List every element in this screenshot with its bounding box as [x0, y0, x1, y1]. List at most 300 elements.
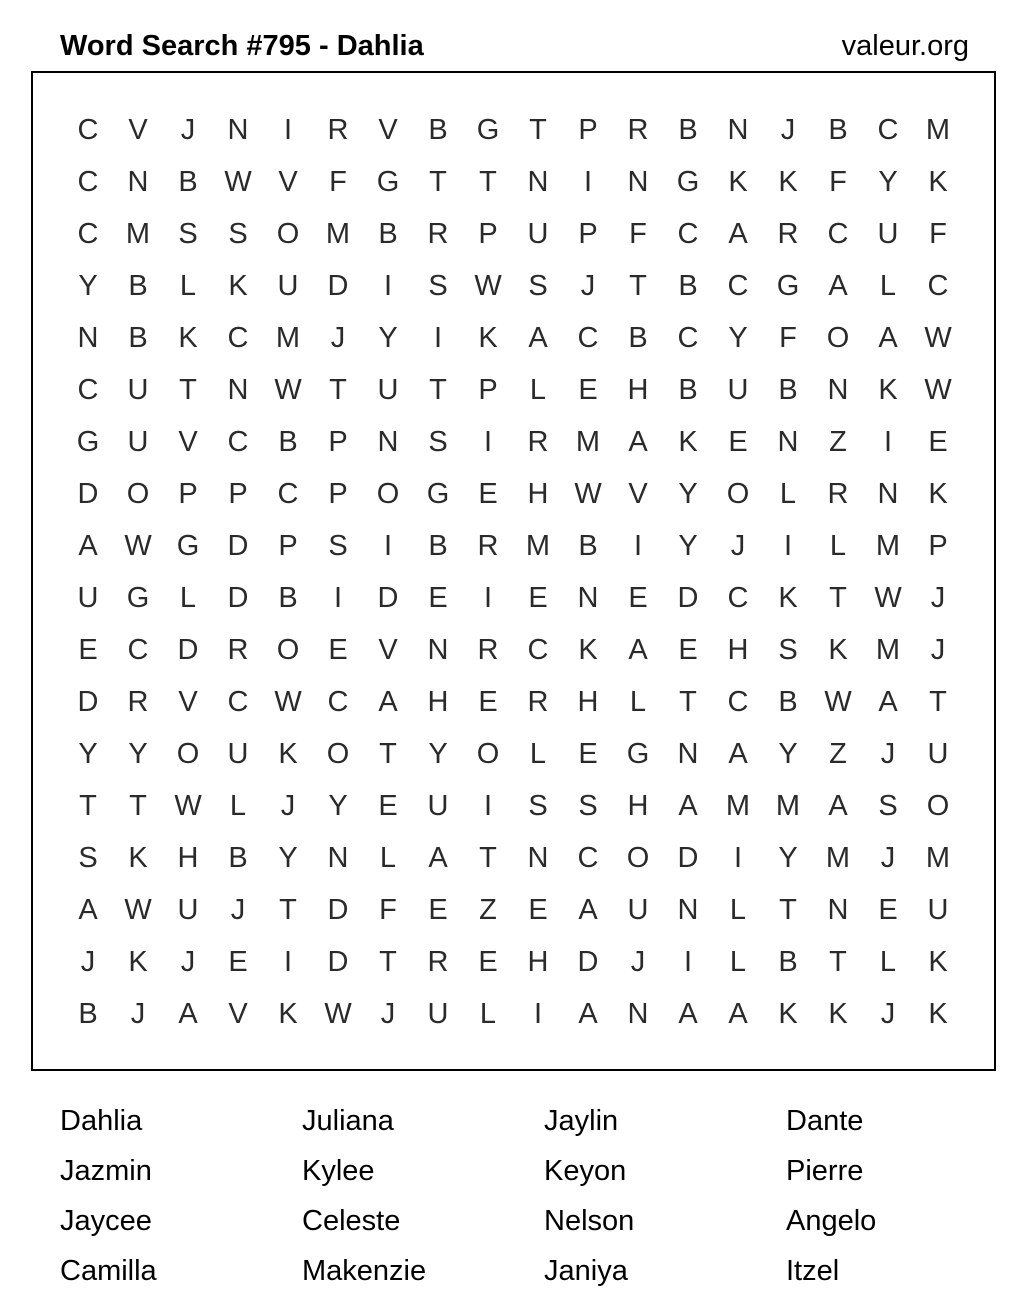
word-list-item: Angelo — [786, 1205, 877, 1237]
grid-cell: C — [877, 113, 899, 146]
grid-cell: B — [78, 997, 98, 1030]
grid-cell: T — [429, 165, 447, 198]
grid-cell: Y — [728, 321, 748, 354]
grid-cell: C — [577, 841, 599, 874]
grid-cell: A — [78, 529, 98, 562]
grid-cell: D — [77, 477, 99, 510]
grid-cell: J — [230, 893, 246, 926]
grid-cell: J — [880, 737, 896, 770]
grid-cell: D — [677, 841, 699, 874]
grid-cell: W — [274, 373, 302, 406]
grid-cell: B — [378, 217, 398, 250]
grid-cell: A — [578, 997, 598, 1030]
grid-cell: C — [827, 217, 849, 250]
grid-cell: W — [824, 685, 852, 718]
grid-cell: N — [677, 737, 699, 770]
grid-cell: S — [328, 529, 348, 562]
grid-cell: K — [778, 581, 798, 614]
grid-cell: D — [227, 529, 249, 562]
grid-cell: I — [533, 997, 543, 1030]
grid-cell: E — [728, 425, 748, 458]
grid-cell: R — [477, 529, 499, 562]
grid-cell: N — [627, 997, 649, 1030]
grid-cell: K — [278, 737, 298, 770]
grid-cell: J — [180, 113, 196, 146]
grid-cell: U — [127, 425, 149, 458]
grid-cell: M — [725, 789, 751, 822]
word-list-item: Jazmin — [60, 1155, 152, 1187]
grid-cell: I — [283, 945, 293, 978]
grid-cell: E — [528, 581, 548, 614]
grid-cell: Z — [829, 737, 847, 770]
grid-cell: T — [179, 373, 197, 406]
grid-cell: T — [379, 737, 397, 770]
grid-cell: J — [580, 269, 596, 302]
grid-cell: T — [779, 893, 797, 926]
grid-cell: K — [928, 165, 948, 198]
grid-cell: U — [727, 373, 749, 406]
word-list-item: Kylee — [302, 1155, 375, 1187]
grid-cell: K — [878, 373, 898, 406]
grid-cell: J — [880, 841, 896, 874]
grid-cell: H — [177, 841, 199, 874]
grid-cell: G — [676, 165, 700, 198]
grid-cell: E — [578, 373, 598, 406]
grid-cell: D — [327, 945, 349, 978]
grid-cell: A — [78, 893, 98, 926]
grid-cell: R — [127, 685, 149, 718]
grid-cell: M — [575, 425, 601, 458]
grid-cell: U — [177, 893, 199, 926]
grid-cell: D — [327, 893, 349, 926]
grid-cell: K — [828, 633, 848, 666]
word-list-item: Nelson — [544, 1205, 635, 1237]
grid-cell: O — [926, 789, 950, 822]
grid-cell: C — [327, 685, 349, 718]
grid-cell: H — [577, 685, 599, 718]
grid-cell: I — [783, 529, 793, 562]
grid-cell: T — [929, 685, 947, 718]
grid-cell: O — [276, 217, 300, 250]
grid-cell: E — [428, 893, 448, 926]
grid-cell: F — [329, 165, 347, 198]
grid-cell: E — [628, 581, 648, 614]
grid-cell: M — [125, 217, 151, 250]
grid-cell: K — [128, 945, 148, 978]
grid-cell: B — [178, 165, 198, 198]
grid-cell: Y — [778, 737, 798, 770]
grid-cell: I — [483, 425, 493, 458]
grid-cell: P — [478, 373, 498, 406]
grid-cell: T — [129, 789, 147, 822]
grid-cell: R — [327, 113, 349, 146]
grid-cell: P — [478, 217, 498, 250]
grid-cell: S — [578, 789, 598, 822]
grid-cell: B — [428, 529, 448, 562]
grid-cell: I — [733, 841, 743, 874]
grid-cell: S — [528, 789, 548, 822]
word-list — [60, 1096, 1028, 1296]
grid-cell: M — [325, 217, 351, 250]
word-list-item: Juliana — [302, 1105, 394, 1137]
grid-cell: N — [577, 581, 599, 614]
grid-cell: M — [875, 529, 901, 562]
grid-cell: R — [827, 477, 849, 510]
grid-cell: W — [174, 789, 202, 822]
grid-cell: K — [678, 425, 698, 458]
grid-cell: N — [127, 165, 149, 198]
grid-cell: B — [678, 113, 698, 146]
grid-cell: U — [227, 737, 249, 770]
grid-cell: S — [778, 633, 798, 666]
grid-cell: A — [628, 633, 648, 666]
grid-cell: O — [276, 633, 300, 666]
grid-cell: B — [278, 581, 298, 614]
grid-cell: C — [727, 581, 749, 614]
grid-cell: T — [629, 269, 647, 302]
grid-cell: L — [879, 945, 897, 978]
grid-cell: W — [874, 581, 902, 614]
grid-cell: E — [228, 945, 248, 978]
grid-cell: Y — [78, 737, 98, 770]
grid-cell: L — [529, 737, 547, 770]
grid-cell: A — [528, 321, 548, 354]
grid-cell: G — [476, 113, 500, 146]
grid-cell: L — [879, 269, 897, 302]
grid-cell: I — [483, 789, 493, 822]
grid-cell: P — [328, 425, 348, 458]
grid-cell: J — [130, 997, 146, 1030]
grid-cell: G — [626, 737, 650, 770]
grid-cell: E — [678, 633, 698, 666]
grid-cell: V — [178, 425, 198, 458]
grid-cell: R — [777, 217, 799, 250]
grid-cell: J — [730, 529, 746, 562]
grid-cell: C — [227, 425, 249, 458]
grid-cell: K — [928, 997, 948, 1030]
grid-cell: E — [478, 477, 498, 510]
grid-cell: B — [128, 269, 148, 302]
grid-cell: T — [479, 165, 497, 198]
grid-cell: C — [77, 165, 99, 198]
word-list-item: Janiya — [544, 1255, 628, 1287]
grid-cell: Y — [378, 321, 398, 354]
grid-cell: A — [428, 841, 448, 874]
grid-cell: N — [427, 633, 449, 666]
grid-cell: U — [277, 269, 299, 302]
grid-cell: H — [527, 945, 549, 978]
grid-cell: U — [927, 893, 949, 926]
grid-cell: K — [778, 997, 798, 1030]
grid-cell: G — [126, 581, 150, 614]
grid-cell: C — [677, 217, 699, 250]
grid-cell: A — [678, 997, 698, 1030]
grid-cell: G — [176, 529, 200, 562]
grid-cell: O — [126, 477, 150, 510]
grid-cell: G — [76, 425, 100, 458]
grid-cell: I — [683, 945, 693, 978]
grid-cell: P — [278, 529, 298, 562]
grid-cell: W — [924, 321, 952, 354]
grid-cell: E — [428, 581, 448, 614]
grid-cell: L — [229, 789, 247, 822]
grid-cell: J — [930, 581, 946, 614]
grid-cell: E — [478, 945, 498, 978]
grid-cell: D — [577, 945, 599, 978]
grid-cell: T — [529, 113, 547, 146]
grid-cell: J — [930, 633, 946, 666]
grid-cell: J — [330, 321, 346, 354]
grid-cell: B — [278, 425, 298, 458]
grid-cell: R — [627, 113, 649, 146]
grid-cell: B — [678, 269, 698, 302]
grid-cell: L — [629, 685, 647, 718]
grid-cell: N — [77, 321, 99, 354]
grid-cell: O — [376, 477, 400, 510]
letter-grid — [63, 104, 963, 1040]
grid-cell: C — [727, 269, 749, 302]
word-list-item: Makenzie — [302, 1255, 427, 1287]
grid-cell: Z — [829, 425, 847, 458]
grid-cell: A — [678, 789, 698, 822]
grid-cell: P — [228, 477, 248, 510]
grid-cell: O — [326, 737, 350, 770]
grid-cell: N — [627, 165, 649, 198]
grid-cell: V — [378, 113, 398, 146]
grid-cell: W — [274, 685, 302, 718]
grid-cell: L — [729, 893, 747, 926]
grid-cell: K — [228, 269, 248, 302]
grid-cell: M — [925, 113, 951, 146]
grid-cell: S — [528, 269, 548, 302]
grid-cell: Y — [778, 841, 798, 874]
grid-cell: R — [527, 685, 549, 718]
grid-cell: M — [525, 529, 551, 562]
grid-cell: D — [377, 581, 399, 614]
grid-cell: N — [227, 113, 249, 146]
grid-cell: E — [378, 789, 398, 822]
grid-cell: N — [527, 841, 549, 874]
grid-cell: U — [77, 581, 99, 614]
grid-cell: N — [827, 373, 849, 406]
grid-cell: F — [829, 165, 847, 198]
grid-cell: A — [728, 217, 748, 250]
grid-cell: Y — [678, 529, 698, 562]
site-name: valeur.org — [841, 30, 969, 62]
grid-cell: V — [228, 997, 248, 1030]
word-list-item: Itzel — [786, 1255, 840, 1287]
grid-cell: B — [778, 945, 798, 978]
grid-cell: T — [679, 685, 697, 718]
grid-cell: W — [474, 269, 502, 302]
grid-cell: N — [827, 893, 849, 926]
grid-cell: L — [379, 841, 397, 874]
grid-cell: K — [178, 321, 198, 354]
grid-cell: R — [527, 425, 549, 458]
grid-cell: D — [177, 633, 199, 666]
grid-cell: E — [928, 425, 948, 458]
grid-cell: J — [280, 789, 296, 822]
grid-cell: R — [227, 633, 249, 666]
grid-cell: U — [377, 373, 399, 406]
grid-cell: A — [828, 269, 848, 302]
grid-cell: T — [79, 789, 97, 822]
grid-cell: B — [778, 685, 798, 718]
grid-cell: I — [333, 581, 343, 614]
grid-cell: M — [825, 841, 851, 874]
grid-cell: W — [224, 165, 252, 198]
word-list-item: Dante — [786, 1105, 864, 1137]
grid-cell: S — [428, 269, 448, 302]
grid-cell: R — [427, 217, 449, 250]
grid-cell: L — [829, 529, 847, 562]
grid-cell: I — [383, 529, 393, 562]
grid-cell: U — [127, 373, 149, 406]
grid-cell: C — [77, 373, 99, 406]
grid-cell: N — [677, 893, 699, 926]
grid-cell: O — [626, 841, 650, 874]
grid-cell: Y — [678, 477, 698, 510]
grid-cell: C — [127, 633, 149, 666]
grid-cell: O — [826, 321, 850, 354]
grid-cell: D — [677, 581, 699, 614]
grid-cell: U — [927, 737, 949, 770]
grid-cell: W — [124, 893, 152, 926]
grid-cell: F — [929, 217, 947, 250]
grid-cell: E — [478, 685, 498, 718]
grid-cell: S — [78, 841, 98, 874]
grid-cell: P — [578, 217, 598, 250]
grid-cell: F — [779, 321, 797, 354]
grid-cell: C — [727, 685, 749, 718]
grid-cell: C — [577, 321, 599, 354]
grid-cell: O — [476, 737, 500, 770]
grid-cell: P — [178, 477, 198, 510]
grid-cell: I — [633, 529, 643, 562]
grid-cell: B — [628, 321, 648, 354]
word-list-item: Jaycee — [60, 1205, 152, 1237]
grid-cell: J — [180, 945, 196, 978]
grid-cell: T — [829, 945, 847, 978]
grid-cell: D — [77, 685, 99, 718]
grid-cell: W — [324, 997, 352, 1030]
grid-cell: E — [78, 633, 98, 666]
grid-cell: T — [329, 373, 347, 406]
grid-cell: M — [925, 841, 951, 874]
grid-cell: N — [527, 165, 549, 198]
grid-cell: A — [728, 737, 748, 770]
grid-cell: Y — [878, 165, 898, 198]
grid-cell: K — [928, 477, 948, 510]
grid-cell: H — [527, 477, 549, 510]
grid-cell: K — [828, 997, 848, 1030]
grid-cell: Y — [328, 789, 348, 822]
grid-cell: I — [383, 269, 393, 302]
grid-cell: B — [778, 373, 798, 406]
grid-cell: H — [627, 789, 649, 822]
grid-cell: D — [327, 269, 349, 302]
grid-cell: B — [228, 841, 248, 874]
grid-cell: P — [928, 529, 948, 562]
grid-cell: W — [124, 529, 152, 562]
grid-cell: M — [775, 789, 801, 822]
grid-cell: A — [628, 425, 648, 458]
grid-cell: L — [479, 997, 497, 1030]
grid-cell: A — [178, 997, 198, 1030]
grid-cell: C — [927, 269, 949, 302]
grid-cell: A — [578, 893, 598, 926]
grid-cell: V — [178, 685, 198, 718]
grid-cell: K — [728, 165, 748, 198]
grid-cell: H — [727, 633, 749, 666]
grid-cell: L — [779, 477, 797, 510]
grid-cell: P — [578, 113, 598, 146]
grid-cell: M — [275, 321, 301, 354]
grid-cell: C — [77, 113, 99, 146]
word-list-item: Pierre — [786, 1155, 864, 1187]
grid-cell: O — [726, 477, 750, 510]
grid-cell: L — [729, 945, 747, 978]
grid-cell: N — [877, 477, 899, 510]
grid-cell: S — [878, 789, 898, 822]
grid-cell: P — [328, 477, 348, 510]
grid-cell: L — [179, 581, 197, 614]
grid-cell: U — [877, 217, 899, 250]
grid-cell: T — [379, 945, 397, 978]
grid-cell: B — [828, 113, 848, 146]
grid-cell: E — [328, 633, 348, 666]
grid-cell: Y — [128, 737, 148, 770]
grid-cell: H — [627, 373, 649, 406]
grid-cell: K — [778, 165, 798, 198]
grid-cell: N — [327, 841, 349, 874]
grid-cell: M — [875, 633, 901, 666]
grid-cell: K — [278, 997, 298, 1030]
grid-cell: C — [227, 685, 249, 718]
grid-cell: J — [880, 997, 896, 1030]
grid-cell: O — [176, 737, 200, 770]
grid-cell: T — [479, 841, 497, 874]
grid-cell: C — [277, 477, 299, 510]
grid-cell: J — [80, 945, 96, 978]
word-list-item: Camilla — [60, 1255, 157, 1287]
grid-cell: V — [378, 633, 398, 666]
grid-cell: R — [427, 945, 449, 978]
grid-cell: D — [227, 581, 249, 614]
grid-cell: B — [128, 321, 148, 354]
grid-cell: G — [426, 477, 450, 510]
grid-cell: N — [727, 113, 749, 146]
grid-cell: A — [878, 685, 898, 718]
grid-cell: V — [628, 477, 648, 510]
grid-cell: T — [279, 893, 297, 926]
grid-cell: U — [427, 997, 449, 1030]
grid-cell: N — [227, 373, 249, 406]
grid-cell: Y — [278, 841, 298, 874]
grid-cell: B — [428, 113, 448, 146]
grid-cell: C — [227, 321, 249, 354]
grid-cell: N — [777, 425, 799, 458]
grid-cell: G — [376, 165, 400, 198]
grid-cell: V — [278, 165, 298, 198]
grid-cell: K — [128, 841, 148, 874]
grid-cell: W — [924, 373, 952, 406]
grid-cell: U — [627, 893, 649, 926]
grid-cell: I — [433, 321, 443, 354]
grid-cell: B — [678, 373, 698, 406]
grid-cell: Y — [428, 737, 448, 770]
grid-cell: A — [728, 997, 748, 1030]
